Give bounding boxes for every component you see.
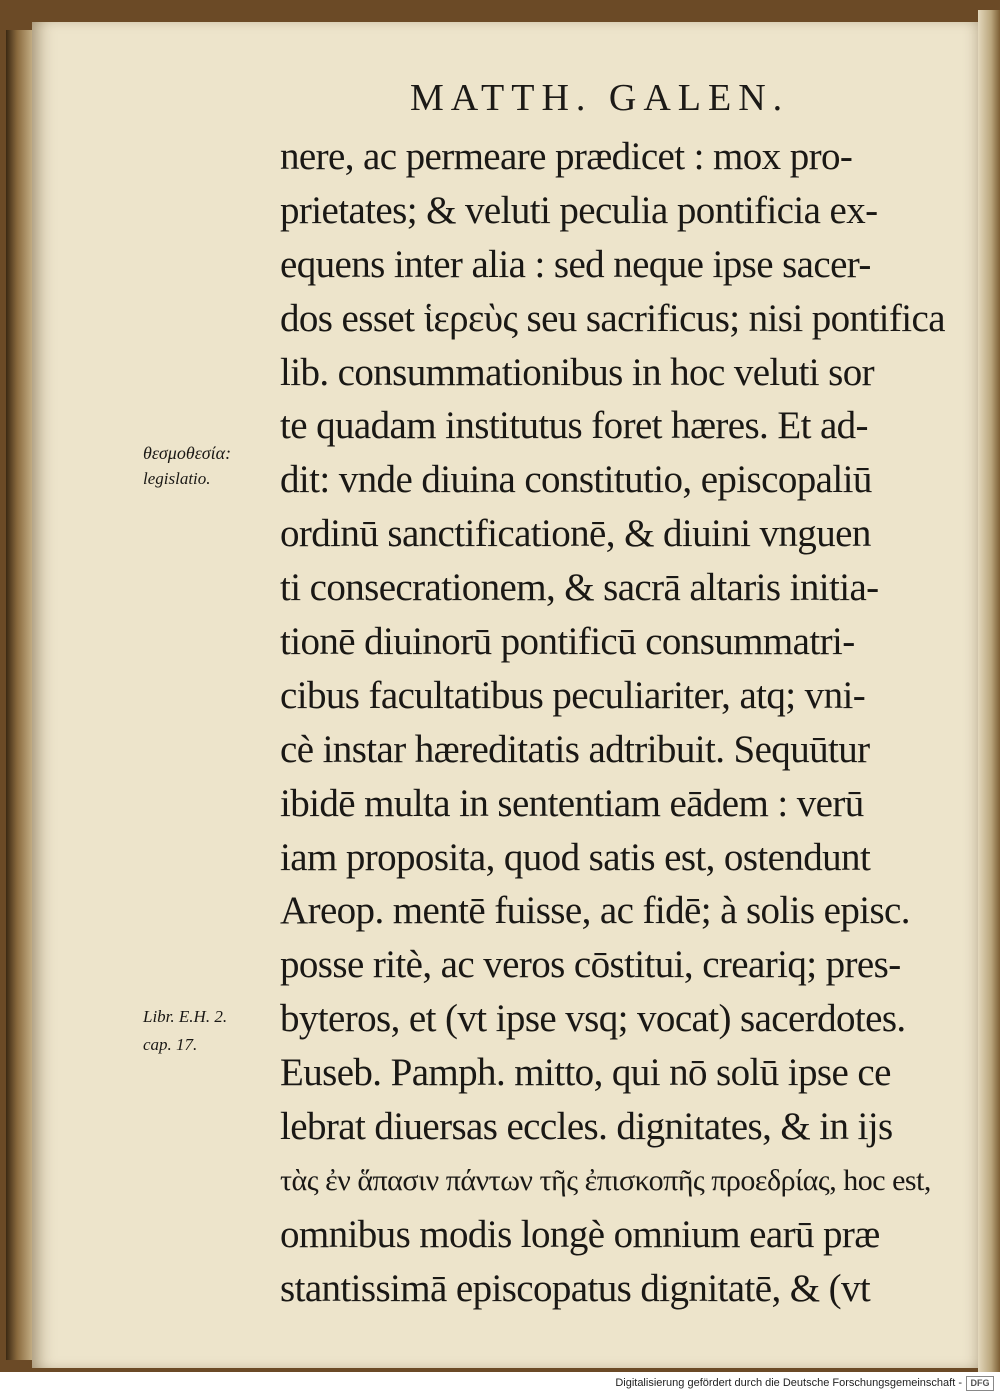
margin-note-ref-book: Libr. E.H. 2. <box>143 1007 228 1026</box>
text-line: dos esset ἱερεὺς seu sacrificus; nisi pontifica <box>280 296 945 340</box>
text-line: ordinū sanctificationē, & diuini vnguen <box>280 512 871 556</box>
text-line: prietates; & veluti peculia pontificia ex- <box>280 188 878 232</box>
text-line: lib. consummationibus in hoc veluti sor <box>280 350 875 394</box>
text-line: stantissimā episcopatus dignitatē, & (vt <box>280 1266 871 1310</box>
text-line: cè instar hæreditatis adtribuit. Sequūtur <box>280 727 870 771</box>
text-line: iam proposita, quod satis est, ostendunt <box>280 835 871 879</box>
text-line: byteros, et (vt ipse vsq; vocat) sacerdotes. <box>280 997 906 1041</box>
text-line: lebrat diuersas eccles. dignitates, & in ijs <box>280 1105 893 1149</box>
text-line: cibus facultatibus peculiariter, atq; vni- <box>280 673 866 717</box>
margin-note-reference <box>143 1000 278 1062</box>
margin-note-legislatio <box>143 436 278 496</box>
text-line: equens inter alia : sed neque ipse sacer- <box>280 242 871 286</box>
text-line: te quadam institutus foret hæres. Et ad- <box>280 404 868 448</box>
text-line: dit: vnde diuina constitutio, episcopaliū <box>280 458 872 502</box>
body-text <box>280 130 966 1316</box>
text-line: tionē diuinorū pontificū consummatri- <box>280 620 855 664</box>
text-line: posse ritè, ac veros cōstitui, creariq; pres- <box>280 943 901 987</box>
text-line-greek: τὰς ἐν ἅπασιν πάντων τῆς ἐπισκοπῆς προεδρίας, hoc est, <box>280 1163 931 1197</box>
footer-bar <box>0 1374 1000 1395</box>
margin-note-latin: legislatio. <box>143 469 211 488</box>
digitization-credit: Digitalisierung gefördert durch die Deutsche Forschungsgemeinschaft - <box>615 1377 962 1389</box>
text-line: nere, ac permeare prædicet : mox pro- <box>280 135 853 178</box>
book-edge-right <box>978 10 1000 1372</box>
book-edge-left <box>6 30 34 1360</box>
text-line: omnibus modis longè omnium earū præ <box>280 1212 880 1256</box>
margin-note-greek: θεσμοθεσία: <box>143 443 232 463</box>
text-line: ti consecrationem, & sacrā altaris initia- <box>280 566 879 610</box>
text-line: Areop. mentē fuisse, ac fidē; à solis episc. <box>280 889 910 933</box>
margin-note-ref-chapter: cap. 17. <box>143 1035 198 1054</box>
text-line: ibidē multa in sententiam eādem : verū <box>280 781 864 825</box>
dfg-logo-icon[interactable]: DFG <box>966 1376 994 1391</box>
text-line: Euseb. Pamph. mitto, qui nō solū ipse ce <box>280 1051 891 1095</box>
running-title: MATTH. GALEN. <box>410 77 790 119</box>
